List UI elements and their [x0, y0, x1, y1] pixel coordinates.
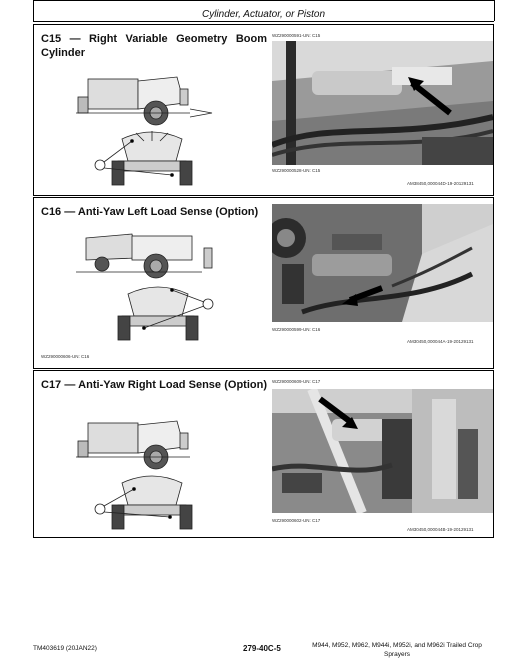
section-title-c15: C15 — Right Variable Geometry Boom Cylinder — [41, 33, 267, 59]
photo-c16 — [272, 204, 493, 322]
photo-code-c16: WZ290000599-UN: C16 — [272, 327, 321, 332]
footer-document-id: TM403619 (20JAN22) — [33, 645, 97, 652]
photo-c15 — [272, 41, 493, 165]
header-border-right — [494, 0, 495, 21]
ref-code-c16: AM30450,000044A-19-20129131 — [407, 339, 474, 344]
page-header-title: Cylinder, Actuator, or Piston — [201, 9, 326, 20]
sprayer-location-drawing-c17 — [72, 413, 222, 531]
top-border — [33, 0, 494, 1]
section-title-c17: C17 — Anti-Yaw Right Load Sense (Option) — [41, 379, 267, 391]
section-title-c16: C16 — Anti-Yaw Left Load Sense (Option) — [41, 206, 259, 218]
sprayer-location-drawing-c16 — [72, 224, 222, 344]
header-divider — [33, 21, 494, 22]
footer-model-list: M944, M952, M962, M944i, M952i, and M962i Trailed Crop Sprayers — [312, 642, 482, 658]
sprayer-location-drawing-c15 — [72, 69, 222, 187]
section-c17 — [33, 370, 494, 538]
photo-c17 — [272, 389, 493, 513]
ref-code-c15: AM38450,000044D-19-20129131 — [407, 181, 474, 186]
footer-page-number: 279-40C-5 — [243, 644, 281, 653]
ref-code-c17: AM30450,000044B-19-20129131 — [407, 527, 474, 532]
drawing-code-c15: WZ290000528-UN: C15 — [272, 168, 321, 173]
drawing-code-c16: WZ290000606-UN: C16 — [41, 354, 90, 359]
photo-code-c17: WZ290000609-UN: C17 — [272, 379, 321, 384]
section-c16 — [33, 197, 494, 369]
photo-code-c15: WZ290000591-UN: C15 — [272, 33, 321, 38]
drawing-code-c17: WZ290000602-UN: C17 — [272, 518, 321, 523]
section-c15 — [33, 24, 494, 196]
